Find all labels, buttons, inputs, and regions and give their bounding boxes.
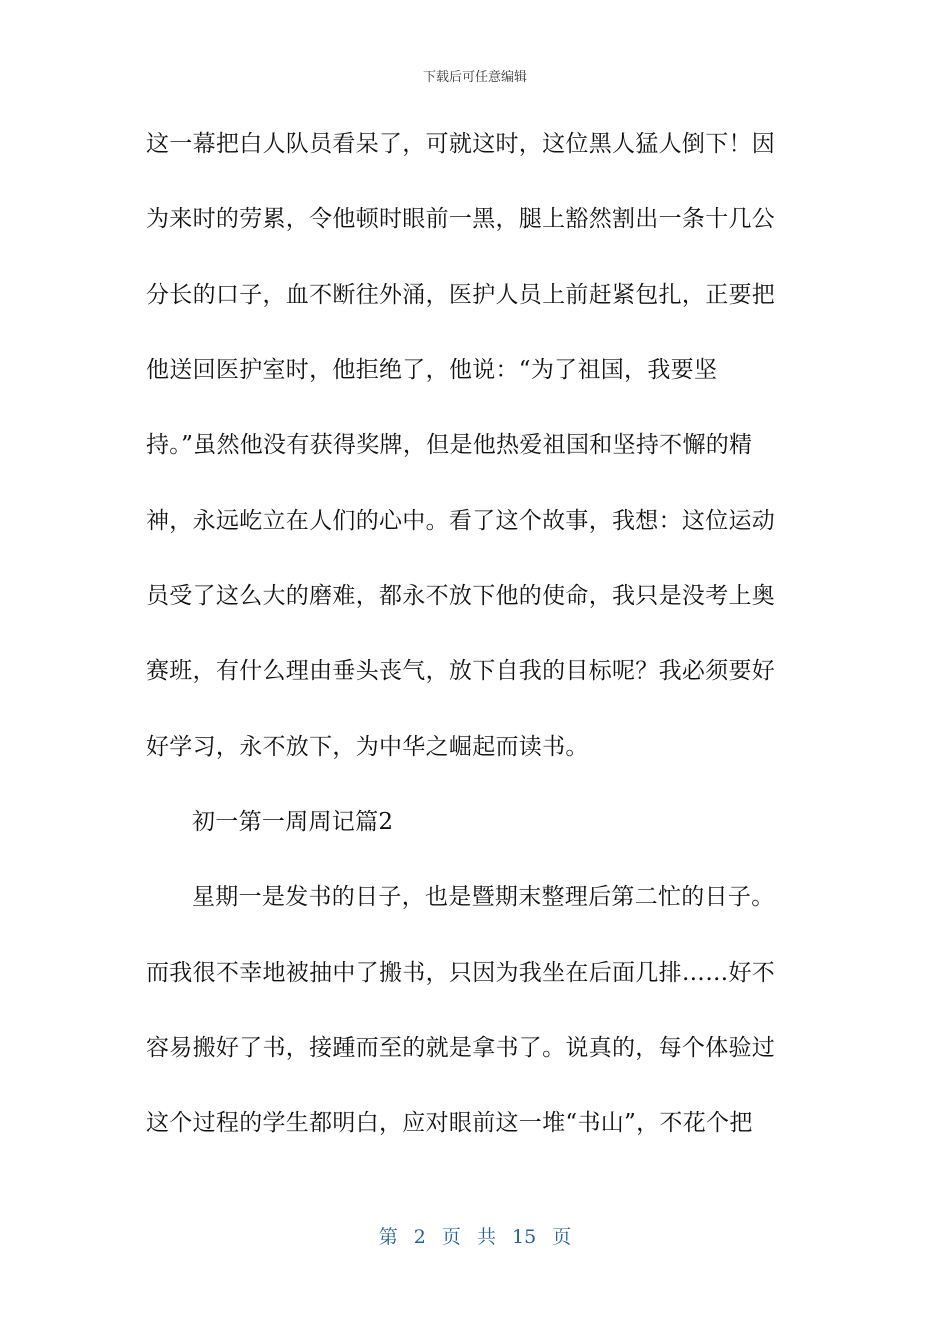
body-line: 员受了这么大的磨难，都永不放下他的使命，我只是没考上奥 [146, 583, 776, 609]
footer-suffix: 页 [552, 1226, 572, 1248]
footer-page-label: 页 [441, 1226, 461, 1248]
body-line: 这一幕把白人队员看呆了，可就这时，这位黑人猛人倒下！因 [146, 131, 776, 157]
body-line: 而我很不幸地被抽中了搬书，只因为我坐在后面几排……好不 [146, 960, 776, 986]
footer-total-label: 共 [476, 1226, 496, 1248]
section-title: 初一第一周周记篇2 [192, 809, 394, 835]
body-line: 好学习，永不放下，为中华之崛起而读书。 [146, 734, 589, 760]
total-page-number: 15 [512, 1226, 537, 1248]
body-line: 神，永远屹立在人们的心中。看了这个故事，我想：这位运动 [146, 508, 776, 534]
footer-prefix: 第 [378, 1226, 398, 1248]
body-line: 他送回医护室时，他拒绝了，他说：“为了祖国，我要坚 [146, 357, 718, 383]
body-line: 星期一是发书的日子，也是暨期末整理后第二忙的日子。 [192, 884, 775, 910]
body-line: 为来时的劳累，令他顿时眼前一黑，腿上豁然割出一条十几公 [146, 206, 776, 232]
page-footer [0, 1222, 950, 1249]
body-line: 赛班，有什么理由垂头丧气，放下自我的目标呢？我必须要好 [146, 658, 776, 684]
body-line: 分长的口子，血不断往外涌，医护人员上前赶紧包扎，正要把 [146, 282, 776, 308]
header-note: 下载后可任意编辑 [422, 70, 527, 85]
body-line: 这个过程的学生都明白，应对眼前这一堆“书山”，不花个把 [146, 1110, 753, 1136]
body-line: 容易搬好了书，接踵而至的就是拿书了。说真的，每个体验过 [146, 1035, 776, 1061]
current-page-number: 2 [413, 1226, 426, 1248]
body-line: 持。”虽然他没有获得奖牌，但是他热爱祖国和坚持不懈的精 [146, 432, 753, 458]
